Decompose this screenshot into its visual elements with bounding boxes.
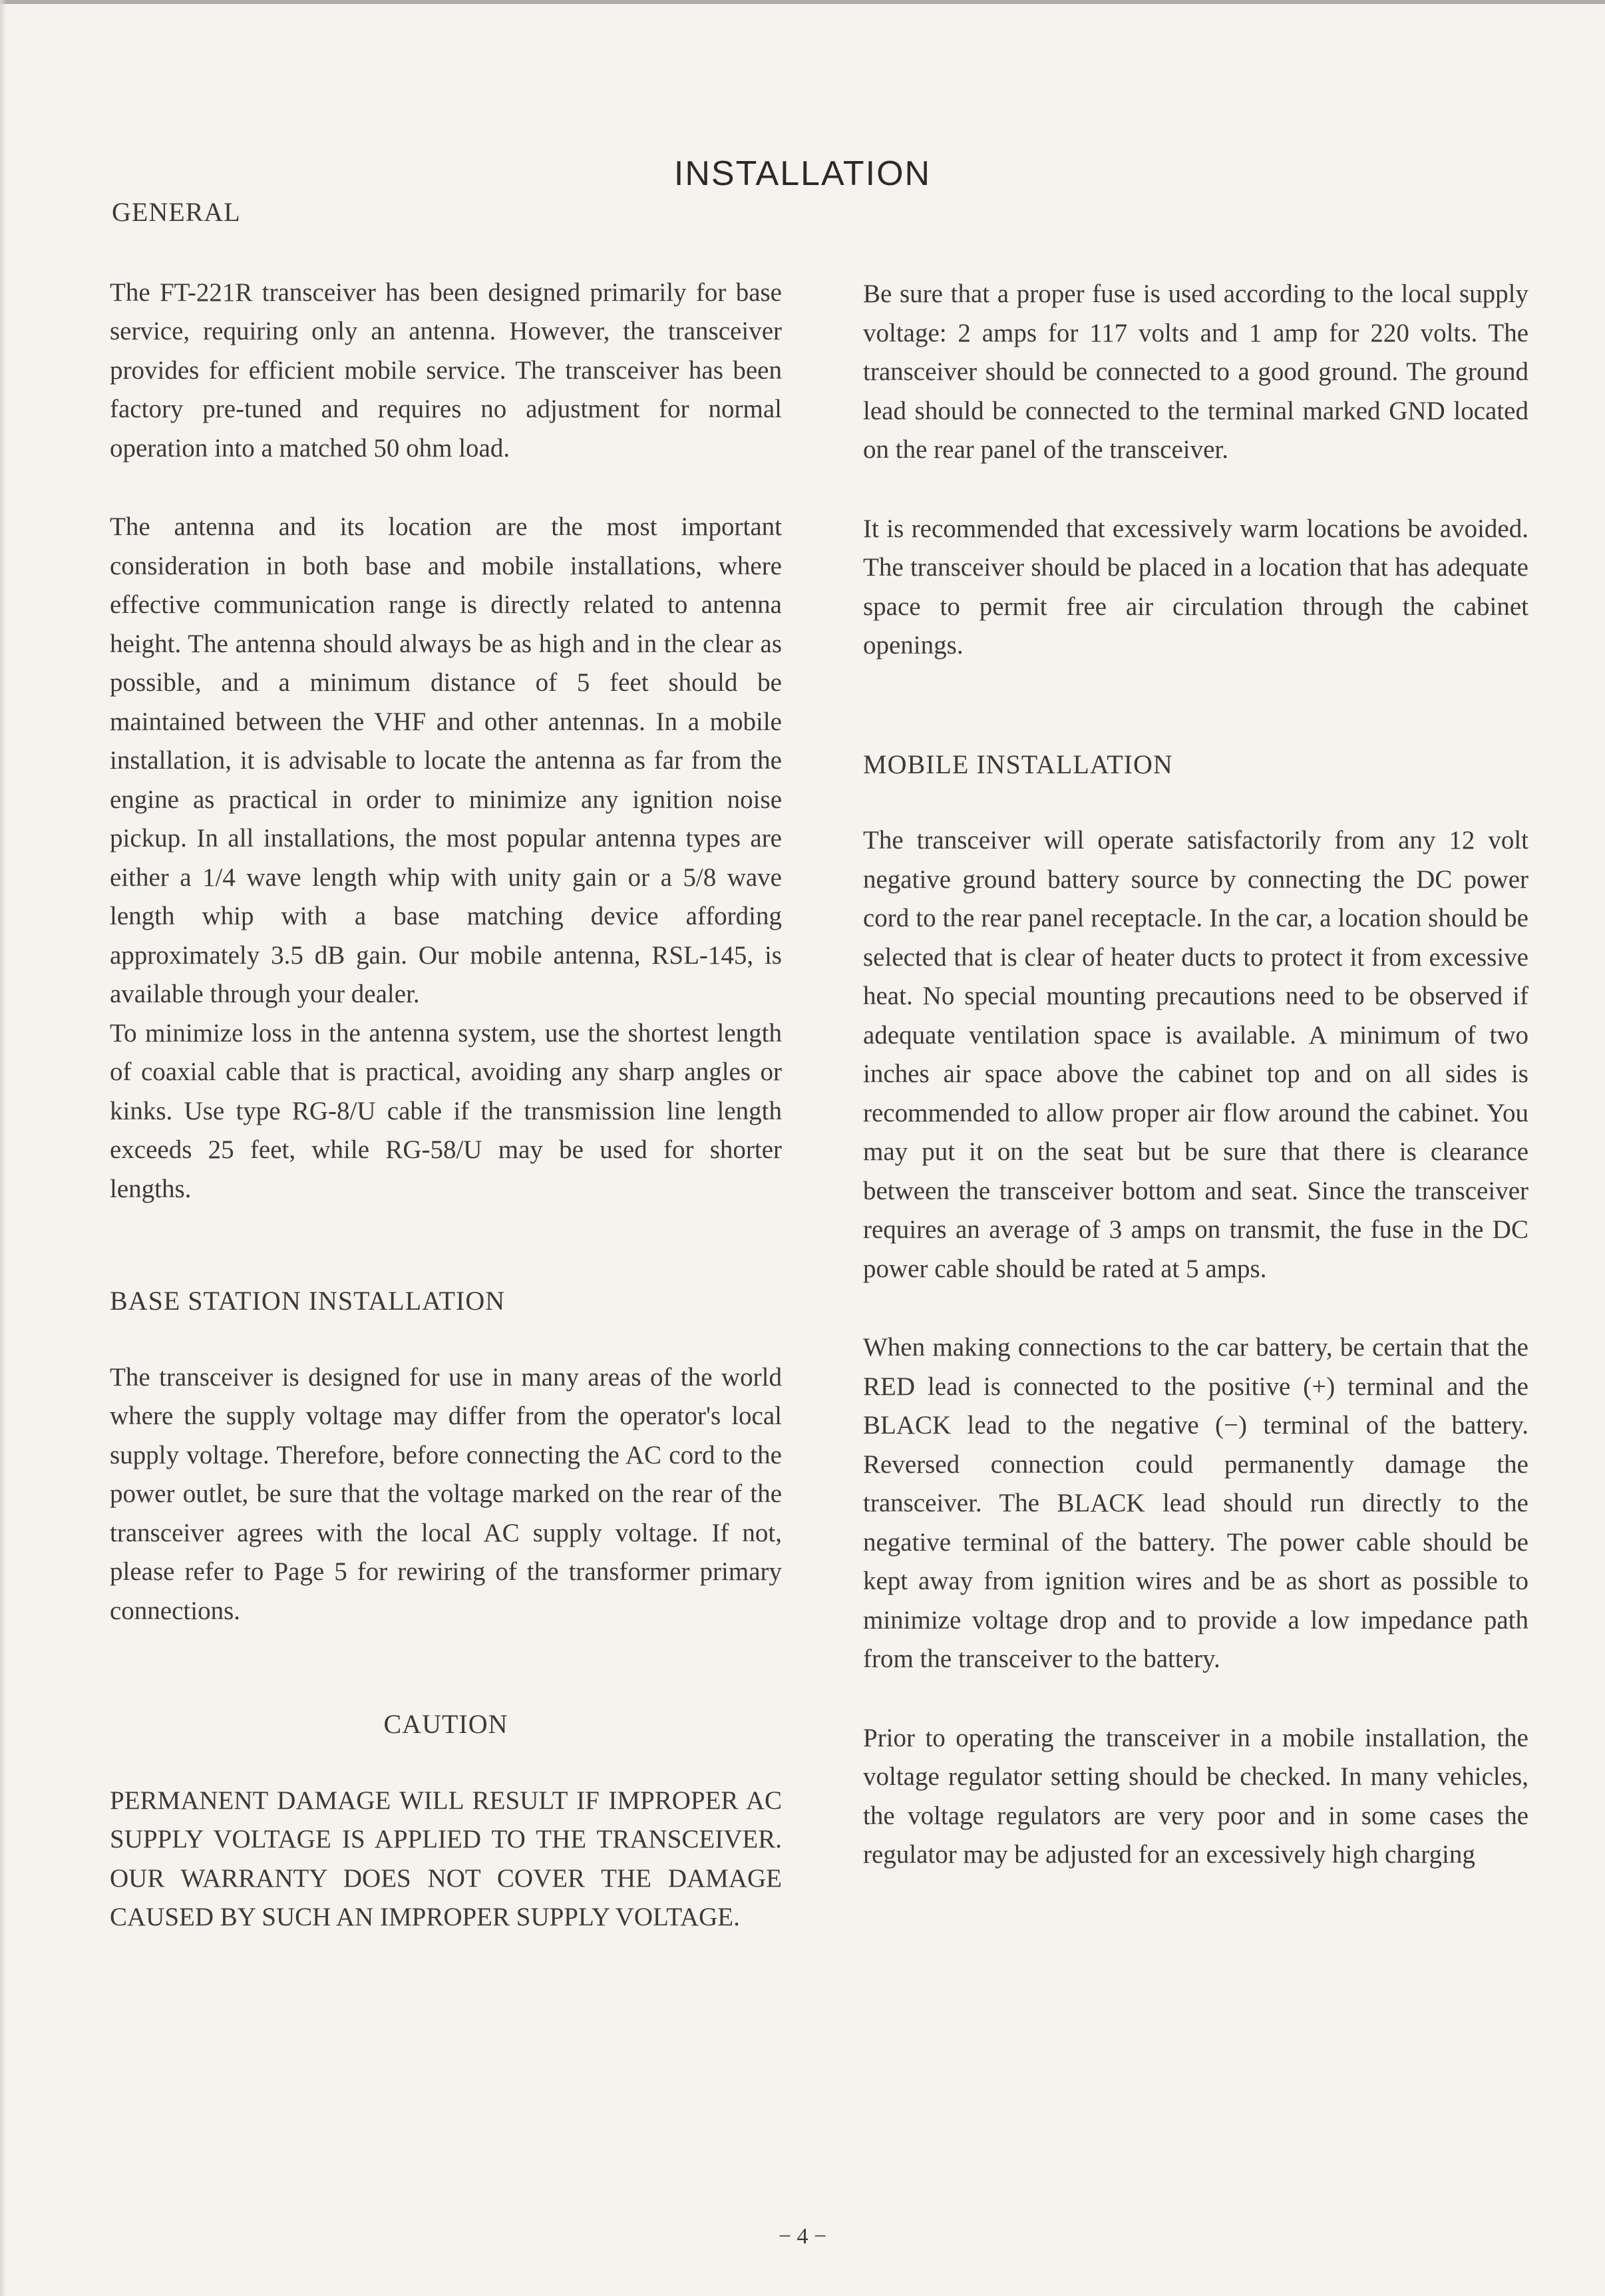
right-column <box>863 275 1528 1875</box>
mobile-paragraph-2: When making connections to the car battery, be certain that the RED lead is connected to the positive (+) terminal and the BLACK lead to the negative (−) terminal of the battery. Reversed connection could permanently damage the transceiver. The BLACK lead should run directly to the negative terminal of the battery. The power cable should be kept away from ignition wires and be as short as possible to minimize voltage drop and to provide a low impedance path from the transceiver to the battery. <box>863 1333 1528 1673</box>
general-heading: GENERAL <box>112 197 241 227</box>
general-paragraph-2: The antenna and its location are the most important consideration in both base and mobile installations, where effective communication range is directly related to antenna height. The antenna should always be as high and in the clear as possible, and a minimum distance of 5 feet should be maintained between the VHF and other antennas. In a mobile installation, it is advisable to locate the antenna as far from the engine as practical in order to minimize any ignition noise pickup. In all installations, the most popular antenna types are either a 1/4 wave length whip with unity gain or a 5/8 wave length whip with a base matching device affording approximately 3.5 dB gain. Our mobile antenna, RSL-145, is available through your dealer. <box>110 512 782 1008</box>
mobile-paragraph-1: The transceiver will operate satisfactorily from any 12 volt negative ground battery source by connecting the DC power cord to the rear panel receptacle. In the car, a location should be selected that is clear of heater ducts to protect it from excessive heat. No special mounting precautions need to be observed if adequate ventilation space is available. A minimum of two inches air space above the cabinet top and on all sides is recommended to allow proper air flow around the cabinet. You may put it on the seat but be sure that there is clearance between the transceiver bottom and seat. Since the transceiver requires an average of 3 amps on transmit, the fuse in the DC power cable should be rated at 5 amps. <box>863 826 1528 1283</box>
scan-top-edge <box>0 0 1605 4</box>
fuse-paragraph: Be sure that a proper fuse is used according to the local supply voltage: 2 amps for 117 volts and 1 amp for 220 volts. The transceiver should be connected to a good ground. The ground lead should be connected to the terminal marked GND located on the rear panel of the transceiver. <box>863 280 1528 464</box>
page-number: − 4 − <box>778 2224 827 2249</box>
mobile-heading: MOBILE INSTALLATION <box>863 749 1173 779</box>
base-station-paragraph-1: The transceiver is designed for use in many areas of the world where the supply voltage may differ from the operator's local supply voltage. Therefore, before connecting the AC cord to the power outlet, be sure that the voltage marked on the rear of the transceiver agrees with the local AC supply voltage. If not, please refer to Page 5 for rewiring of the transformer primary connections. <box>110 1362 782 1625</box>
left-column <box>110 193 782 1937</box>
scan-left-edge <box>0 0 7 2296</box>
caution-heading: CAUTION <box>383 1709 508 1739</box>
ventilation-paragraph: It is recommended that excessively warm locations be avoided. The transceiver should be placed in a location that has adequate space to permit free air circulation through the cabinet openings. <box>863 514 1528 660</box>
base-station-heading: BASE STATION INSTALLATION <box>110 1286 506 1316</box>
general-paragraph-1: The FT-221R transceiver has been designed primarily for base service, requiring only an antenna. However, the transceiver provides for efficient mobile service. The transceiver has been factory pre-tuned and requires no adjustment for normal operation into a matched 50 ohm load. <box>110 278 782 463</box>
page-title: INSTALLATION <box>673 154 932 193</box>
mobile-paragraph-3: Prior to operating the transceiver in a mobile installation, the voltage regulator setting should be checked. In many vehicles, the voltage regulators are very poor and in some cases the regulator may be adjusted for an excessively high charging <box>863 1723 1528 1869</box>
caution-text: PERMANENT DAMAGE WILL RESULT IF IMPROPER AC SUPPLY VOLTAGE IS APPLIED TO THE TRANSCEIVER. OUR WARRANTY DOES NOT COVER THE DAMAGE CAUSED BY SUCH AN IMPROPER SUPPLY VOLTAGE. <box>110 1786 782 1931</box>
general-paragraph-3: To minimize loss in the antenna system, use the shortest length of coaxial cable that is practical, avoiding any sharp angles or kinks. Use type RG-8/U cable if the transmission line length exceeds 25 feet, while RG-58/U may be used for shorter lengths. <box>110 1018 782 1203</box>
